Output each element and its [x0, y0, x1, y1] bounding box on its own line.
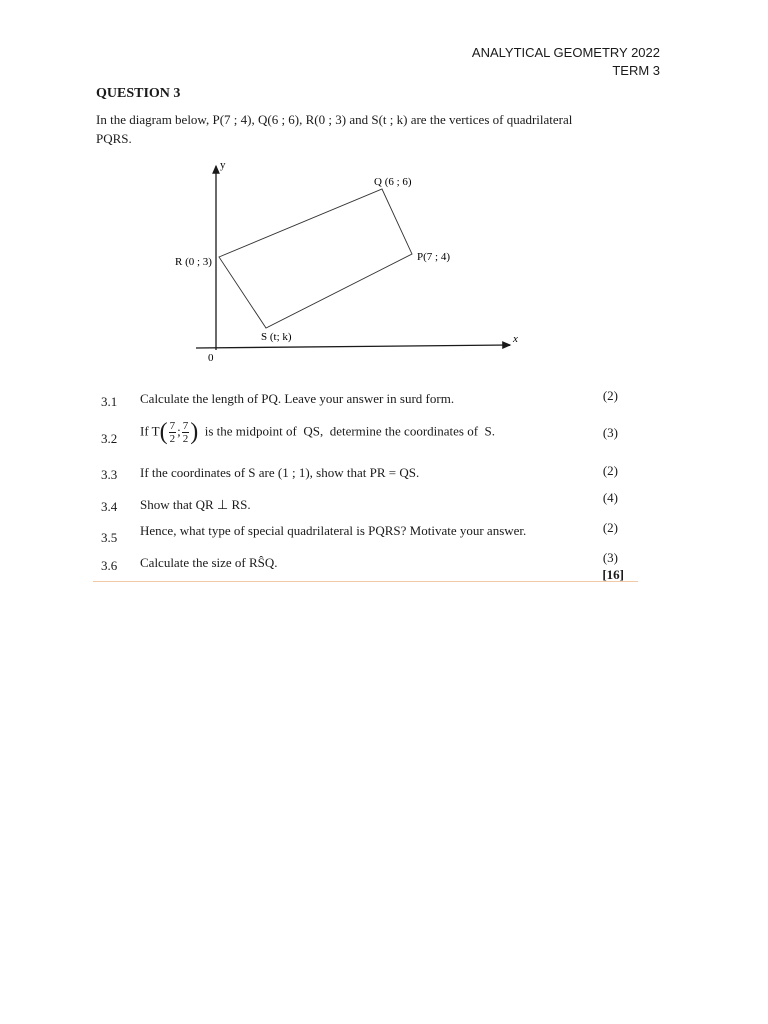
item-marks: (2) — [602, 388, 618, 403]
label-p: P(7 ; 4) — [417, 251, 450, 263]
header-term: TERM 3 — [612, 63, 660, 78]
label-q: Q (6 ; 6) — [374, 176, 412, 188]
item-text — [140, 419, 495, 446]
fraction-denominator: 2 — [169, 433, 176, 445]
item-suffix: is the midpoint of QS, determine the coordinates of S. — [198, 423, 496, 439]
divider — [93, 581, 638, 582]
x-axis-label: x — [513, 333, 518, 345]
item-marks: (2) — [602, 463, 618, 478]
quadrilateral-pqrs — [219, 189, 412, 328]
item-text: Hence, what type of special quadrilateral is PQRS? Motivate your answer. — [140, 523, 527, 538]
open-paren: ( — [159, 419, 168, 445]
fraction-numerator: 7 — [169, 420, 176, 432]
label-r: R (0 ; 3) — [175, 256, 212, 268]
fraction — [182, 420, 190, 445]
item-text: Show that QR ⊥ RS. — [140, 497, 251, 512]
label-s: S (t; k) — [261, 331, 292, 343]
fraction — [169, 420, 177, 445]
fraction-denominator: 2 — [182, 433, 189, 445]
item-marks: (4) — [602, 490, 618, 505]
item-text: If the coordinates of S are (1 ; 1), show that PR = QS. — [140, 465, 420, 480]
x-axis — [196, 345, 510, 348]
header-title: ANALYTICAL GEOMETRY 2022 — [471, 45, 660, 60]
intro-line-2: PQRS. — [96, 131, 132, 146]
item-number: 3.1 — [101, 394, 118, 409]
item-number: 3.2 — [101, 431, 118, 446]
item-number: 3.4 — [101, 499, 118, 514]
origin-label: 0 — [208, 352, 214, 364]
close-paren: ) — [190, 419, 199, 445]
question-title: QUESTION 3 — [96, 86, 181, 101]
y-axis-label: y — [220, 159, 226, 171]
separator: ; — [177, 423, 181, 439]
item-marks: (3) — [602, 425, 618, 440]
item-number: 3.3 — [101, 467, 118, 482]
item-text: Calculate the size of RŜQ. — [140, 555, 278, 570]
total-marks: [16] — [602, 567, 624, 582]
item-number: 3.6 — [101, 558, 118, 573]
item-marks: (3) — [602, 550, 618, 565]
item-text: Calculate the length of PQ. Leave your answer in surd form. — [140, 391, 455, 406]
item-number: 3.5 — [101, 530, 118, 545]
intro-line-1: In the diagram below, P(7 ; 4), Q(6 ; 6), R(0 ; 3) and S(t ; k) are the vertices of quadrilateral — [96, 112, 573, 127]
item-prefix: If T — [140, 423, 160, 439]
fraction-numerator: 7 — [182, 420, 189, 432]
item-marks: (2) — [602, 520, 618, 535]
